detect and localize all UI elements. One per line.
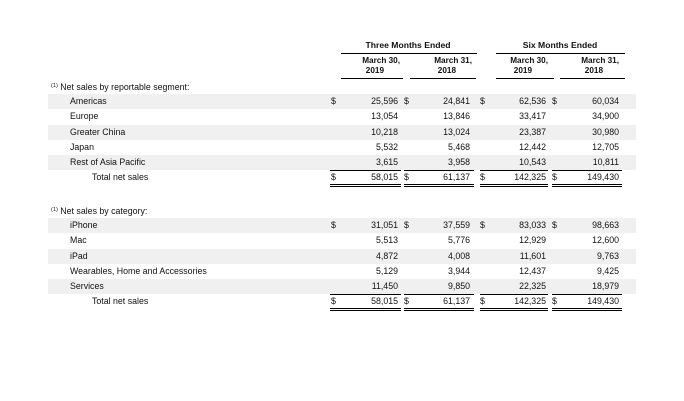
- table-cell-value: 34,900: [592, 111, 619, 121]
- currency-symbol: $: [552, 296, 557, 306]
- table-cell-value: 22,325: [519, 281, 546, 291]
- table-cell-value: 3,615: [375, 157, 398, 167]
- table-cell-value: 3,958: [447, 157, 470, 167]
- table-row-label: Greater China: [70, 127, 126, 137]
- table-cell-value: 25,596: [371, 96, 398, 106]
- table-cell-value: 12,705: [592, 142, 619, 152]
- header-six-months-rule: [496, 53, 625, 54]
- table-cell-value: 10,543: [519, 157, 546, 167]
- total-double-rule: [552, 308, 622, 311]
- header-three-months: Three Months Ended: [365, 40, 451, 50]
- table-cell-value: 12,437: [519, 266, 546, 276]
- total-row-label: Total net sales: [92, 296, 149, 306]
- header-date-col3-line2: 2019: [513, 66, 532, 75]
- table-cell-value: 11,450: [371, 281, 398, 291]
- header-date-col1-line1: March 30,: [362, 56, 400, 65]
- table-cell-value: 58,015: [371, 172, 398, 182]
- section-title: [51, 79, 189, 95]
- table-cell-value: 4,008: [447, 251, 470, 261]
- table-cell-value: 13,846: [443, 111, 470, 121]
- total-double-rule: [480, 184, 548, 187]
- table-cell-value: 5,468: [447, 142, 470, 152]
- table-cell-value: 18,979: [592, 281, 619, 291]
- header-date-rule-3: [496, 78, 554, 79]
- section-title: [51, 203, 147, 219]
- table-cell-value: 12,929: [519, 235, 546, 245]
- header-date-col2-line2: 2018: [437, 66, 456, 75]
- header-date-col1: [330, 56, 400, 76]
- table-cell-value: 12,442: [519, 142, 546, 152]
- table-cell-value: 37,559: [443, 220, 470, 230]
- table-cell-value: 9,763: [596, 251, 619, 261]
- table-cell-value: 10,811: [592, 157, 619, 167]
- currency-symbol: $: [404, 172, 409, 182]
- table-cell-value: 149,430: [587, 172, 619, 182]
- table-cell-value: 61,137: [443, 172, 470, 182]
- header-date-col4: [549, 56, 619, 76]
- table-cell-value: 62,536: [519, 96, 546, 106]
- table-cell-value: 24,841: [443, 96, 470, 106]
- header-date-rule-1: [341, 78, 403, 79]
- currency-symbol: $: [552, 172, 557, 182]
- footnote-marker: (1): [51, 207, 58, 213]
- header-date-col3-line1: March 30,: [510, 56, 548, 65]
- table-cell-value: 23,387: [519, 127, 546, 137]
- table-cell-value: 11,601: [519, 251, 546, 261]
- table-cell-value: 4,872: [375, 251, 398, 261]
- header-date-rule-2: [410, 78, 476, 79]
- table-cell-value: 149,430: [587, 296, 619, 306]
- table-cell-value: 12,600: [592, 235, 619, 245]
- section-title-text: Net sales by reportable segment:: [60, 82, 190, 92]
- table-row-label: Mac: [70, 235, 87, 245]
- table-cell-value: 31,051: [371, 220, 398, 230]
- currency-symbol: $: [331, 172, 336, 182]
- header-date-col2-line1: March 31,: [434, 56, 472, 65]
- table-cell-value: 5,129: [375, 266, 398, 276]
- total-double-rule: [330, 184, 401, 187]
- table-row-label: Japan: [70, 142, 94, 152]
- table-cell-value: 5,532: [375, 142, 398, 152]
- total-double-rule: [404, 184, 474, 187]
- table-row-label: Wearables, Home and Accessories: [70, 266, 207, 276]
- total-double-rule: [404, 308, 474, 311]
- table-cell-value: 142,325: [514, 296, 546, 306]
- table-row-label: Services: [70, 281, 104, 291]
- header-date-rule-4: [560, 78, 625, 79]
- header-three-months-rule: [341, 53, 477, 54]
- total-row-label: Total net sales: [92, 172, 149, 182]
- table-cell-value: 5,776: [447, 235, 470, 245]
- header-six-months: Six Months Ended: [522, 40, 598, 50]
- table-cell-value: 30,980: [592, 127, 619, 137]
- currency-symbol: $: [404, 96, 409, 106]
- table-cell-value: 33,417: [519, 111, 546, 121]
- table-row-label: Europe: [70, 111, 99, 121]
- header-date-col2: [402, 56, 472, 76]
- table-row-label: Americas: [70, 96, 107, 106]
- total-double-rule: [552, 184, 622, 187]
- table-cell-value: 13,054: [371, 111, 398, 121]
- currency-symbol: $: [480, 296, 485, 306]
- table-cell-value: 9,425: [596, 266, 619, 276]
- currency-symbol: $: [331, 96, 336, 106]
- currency-symbol: $: [480, 96, 485, 106]
- table-cell-value: 13,024: [443, 127, 470, 137]
- table-row-label: Rest of Asia Pacific: [70, 157, 146, 167]
- currency-symbol: $: [404, 296, 409, 306]
- table-cell-value: 9,850: [447, 281, 470, 291]
- table-cell-value: 60,034: [592, 96, 619, 106]
- currency-symbol: $: [331, 296, 336, 306]
- header-date-col4-line1: March 31,: [581, 56, 619, 65]
- currency-symbol: $: [404, 220, 409, 230]
- table-row-label: iPad: [70, 251, 88, 261]
- currency-symbol: $: [480, 220, 485, 230]
- table-cell-value: 58,015: [371, 296, 398, 306]
- currency-symbol: $: [552, 220, 557, 230]
- table-cell-value: 61,137: [443, 296, 470, 306]
- table-row-label: iPhone: [70, 220, 98, 230]
- currency-symbol: $: [480, 172, 485, 182]
- table-cell-value: 3,944: [447, 266, 470, 276]
- header-date-col1-line2: 2019: [365, 66, 384, 75]
- table-cell-value: 10,218: [371, 127, 398, 137]
- currency-symbol: $: [552, 96, 557, 106]
- table-cell-value: 98,663: [592, 220, 619, 230]
- table-cell-value: 5,513: [375, 235, 398, 245]
- total-double-rule: [480, 308, 548, 311]
- currency-symbol: $: [331, 220, 336, 230]
- footnote-marker: (1): [51, 83, 58, 89]
- table-cell-value: 83,033: [519, 220, 546, 230]
- section-title-text: Net sales by category:: [60, 206, 148, 216]
- table-cell-value: 142,325: [514, 172, 546, 182]
- header-date-col3: [478, 56, 548, 76]
- header-date-col4-line2: 2018: [584, 66, 603, 75]
- total-double-rule: [330, 308, 401, 311]
